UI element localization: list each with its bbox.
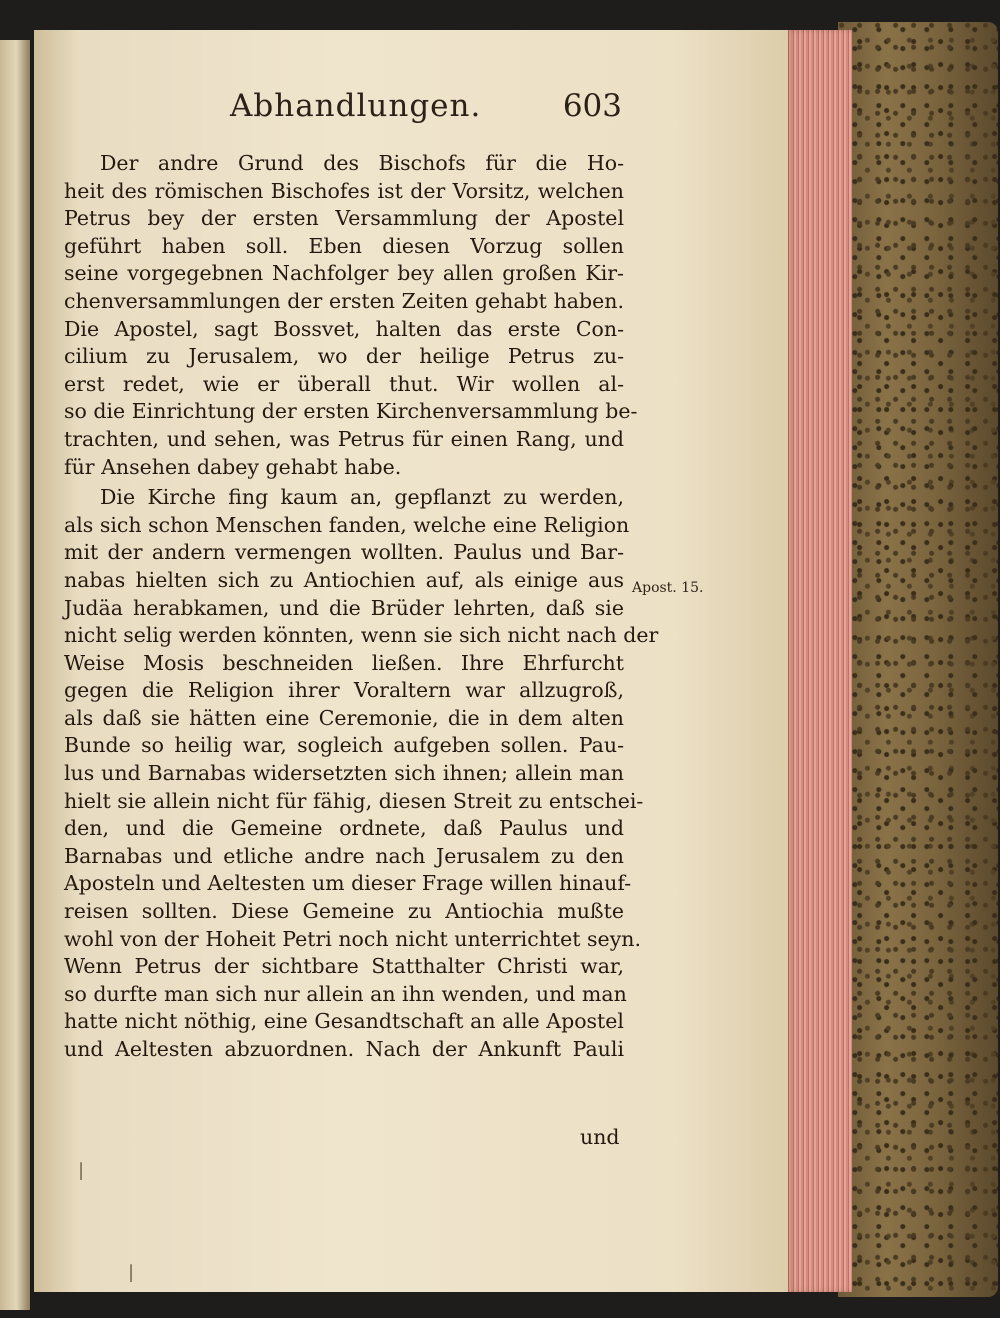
page-number: 603 bbox=[562, 88, 622, 124]
text-line: heit des römischen Bischofes ist der Vorsitz, welchen bbox=[64, 178, 624, 203]
text-line: und Aeltesten abzuordnen. Nach der Ankunft Pauli bbox=[64, 1037, 624, 1061]
text-line: trachten, und sehen, was Petrus für einen Rang, und bbox=[64, 426, 624, 451]
text-line: cilium zu Jerusalem, wo der heilige Petrus zu- bbox=[64, 344, 624, 369]
paragraph-1 bbox=[64, 150, 638, 481]
text-line: Petrus bey der ersten Versammlung der Apostel bbox=[64, 206, 624, 231]
text-line: hielt sie allein nicht für fähig, diesen Streit zu entschei- bbox=[64, 788, 644, 813]
text-line: mit der andern vermengen wollten. Paulus und Bar- bbox=[64, 540, 624, 565]
left-page-edge bbox=[0, 40, 30, 1310]
ink-mark: | bbox=[128, 1262, 135, 1283]
text-line: hatte nicht nöthig, eine Gesandtschaft an alle Apostel bbox=[64, 1009, 624, 1034]
text-line: erst redet, wie er überall thut. Wir wollen al- bbox=[64, 371, 624, 396]
text-line: Weise Mosis beschneiden ließen. Ihre Ehrfurcht bbox=[64, 650, 624, 675]
text-line: Aposteln und Aeltesten um dieser Frage willen hinauf- bbox=[64, 871, 632, 896]
catchword: und bbox=[580, 1125, 620, 1149]
page-header bbox=[230, 88, 622, 136]
text-line: den, und die Gemeine ordnete, daß Paulus und bbox=[64, 816, 624, 841]
page-edges bbox=[786, 30, 852, 1292]
text-line: nabas hielten sich zu Antiochien auf, als einige aus bbox=[64, 567, 624, 592]
text-line: so die Einrichtung der ersten Kirchenversammlung be- bbox=[64, 399, 638, 424]
text-line: reisen sollten. Diese Gemeine zu Antiochia mußte bbox=[64, 899, 624, 924]
text-line: geführt haben soll. Eben diesen Vorzug sollen bbox=[64, 233, 624, 258]
text-line: wohl von der Hoheit Petri noch nicht unterrichtet seyn. bbox=[64, 926, 641, 951]
text-line: als sich schon Menschen fanden, welche eine Religion bbox=[64, 512, 630, 537]
margin-note: Apost. 15. bbox=[632, 580, 704, 596]
running-title: Abhandlungen. bbox=[230, 88, 482, 124]
text-line: Der andre Grund des Bischofs für die Ho- bbox=[100, 151, 624, 175]
text-line: seine vorgegebnen Nachfolger bey allen großen Kir- bbox=[64, 261, 624, 286]
text-line: Die Apostel, sagt Bossvet, halten das erste Con- bbox=[64, 316, 624, 341]
text-line: Barnabas und etliche andre nach Jerusalem zu den bbox=[64, 843, 624, 868]
text-line: für Ansehen dabey gehabt habe. bbox=[64, 454, 402, 479]
paragraph-2 bbox=[64, 484, 659, 1063]
text-line: lus und Barnabas widersetzten sich ihnen; allein man bbox=[64, 761, 624, 786]
text-line: Wenn Petrus der sichtbare Statthalter Christi war, bbox=[64, 954, 624, 979]
text-line: chenversammlungen der ersten Zeiten gehabt haben. bbox=[64, 288, 624, 313]
text-line: Bunde so heilig war, sogleich aufgeben sollen. Pau- bbox=[64, 733, 624, 758]
text-line: so durfte man sich nur allein an ihn wenden, und man bbox=[64, 981, 627, 1006]
text-line: als daß sie hätten eine Ceremonie, die in dem alten bbox=[64, 705, 624, 730]
book-cover bbox=[838, 22, 998, 1297]
body-text bbox=[64, 150, 659, 1064]
ink-mark: | bbox=[78, 1160, 85, 1181]
text-line: gegen die Religion ihrer Voraltern war allzugroß, bbox=[64, 678, 624, 703]
text-line: nicht selig werden könnten, wenn sie sich nicht nach der bbox=[64, 623, 659, 648]
text-line: Die Kirche fing kaum an, gepflanzt zu werden, bbox=[100, 485, 624, 510]
text-line: Judäa herabkamen, und die Brüder lehrten, daß sie bbox=[64, 595, 624, 620]
